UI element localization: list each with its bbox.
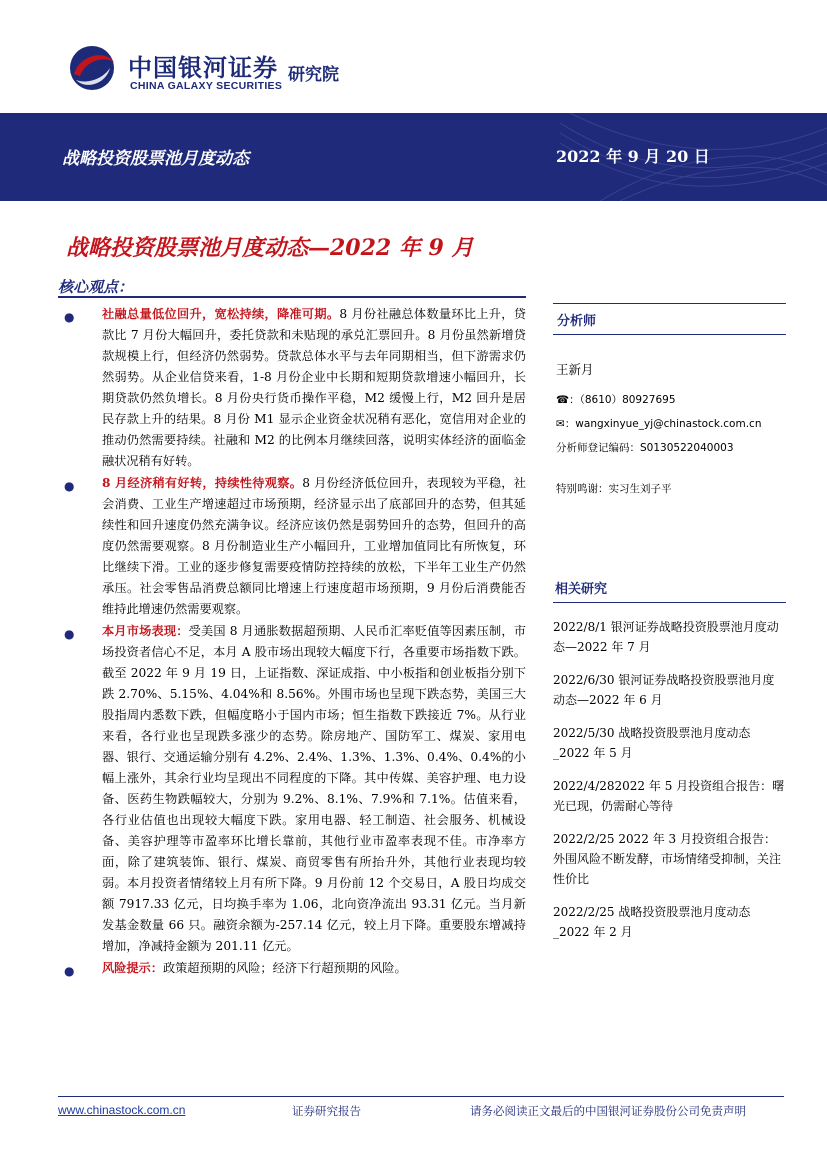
analyst-email: ✉：wangxinyue_yj@chinastock.com.cn: [556, 418, 762, 430]
footer-disclaimer: 请务必阅读正文最后的中国银河证券股份公司免责声明: [470, 1104, 746, 1118]
related-research-heading: 相关研究: [555, 582, 608, 597]
analyst-phone: ☎：（8610）80927695: [556, 394, 676, 406]
logo-english-name: CHINA GALAXY SECURITIES: [130, 80, 283, 92]
list-item: [58, 473, 526, 620]
related-research-item[interactable]: 2022/2/25 2022 年 3 月投资组合报告：外围风险不断发酵，市场情绪受抑制，关注性价比: [553, 832, 782, 886]
footer-divider: [58, 1096, 784, 1097]
analyst-section: [553, 303, 786, 496]
related-research-divider: [553, 602, 786, 603]
bullet-icon: ●: [64, 627, 75, 641]
logo-chinese-name: 中国银河证券: [128, 54, 278, 82]
banner-date: 2022 年 9 月 20 日: [556, 147, 710, 166]
related-research-section: [553, 578, 786, 955]
page-title: 战略投资股票池月度动态—2022 年 9 月: [66, 235, 474, 261]
bullet-text: 政策超预期的风险；经济下行超预期的风险。: [162, 961, 407, 975]
core-views-divider: [58, 296, 526, 298]
bullet-icon: ●: [64, 964, 75, 978]
galaxy-logo-icon: [66, 44, 118, 92]
footer-website-link[interactable]: www.chinastock.com.cn: [58, 1103, 186, 1117]
list-item: [58, 621, 526, 957]
list-item: [58, 304, 526, 472]
bullet-icon: ●: [64, 479, 75, 493]
related-research-item[interactable]: 2022/2/25 战略投资股票池月度动态_2022 年 2 月: [553, 905, 751, 939]
bullet-heading: 8 月经济稍有好转，持续性待观察。: [102, 476, 303, 490]
analyst-heading: 分析师: [557, 314, 597, 329]
bullet-heading: 本月市场表现：: [102, 624, 189, 638]
email-icon: ✉: [556, 418, 565, 430]
core-views-label: 核心观点：: [58, 278, 134, 296]
analyst-divider-bottom: [553, 334, 786, 335]
analyst-name: 王新月: [556, 362, 594, 377]
core-views-list: [58, 304, 526, 980]
footer-report-type: 证券研究报告: [292, 1104, 361, 1118]
bullet-text: 受美国 8 月通胀数据超预期、人民币汇率贬值等因素压制，市场投资者信心不足，本月 A 股市场出现较大幅度下行，各重要市场指数下跌。截至 2022 年 9 月 19 日，上证指数、深证成指、中小板指和创业板指分别下跌 2.70%、5.15%、4.04%和 8.56%。外围市场也呈现下跌态势，美国三大股指周内悉数下跌，但幅度略小于国内市场；恒生指数下跌接近 7%。从行业来看，各行业也呈现跌多涨少的态势。除房地产、国防军工、煤炭、家用电器、银行、交通运输分别有 4.2%、2.4%、1.3%、1.3%、0.4%、0.4%的小幅上涨外，其余行业均呈现出不同程度的下降。其中传媒、美容护理、电力设备、医药生物跌幅较大，分别为 9.2%、8.1%、7.9%和 7.1%。估值来看，各行业估值也出现较大幅度下跌。家用电器、轻工制造、社会服务、机械设备、美容护理等市盈率环比增长靠前，其他行业市盈率表现不佳。市净率方面，除了建筑装饰、银行、煤炭、商贸零售有所抬升外，其他行业表现均较弱。本月投资者情绪较上月有所下降。9 月份前 12 个交易日，A 股日均成交额 7917.33 亿元，日均换手率为 1.06，北向资净流出 93.31 亿元。当月新发基金数量 66 只。融资余额为-257.14 亿元，较上月下降。重要股东增减持增加，净减持金额为 201.11 亿元。: [102, 624, 526, 953]
bullet-icon: ●: [64, 310, 75, 324]
analyst-license: 分析师登记编码：S0130522040003: [556, 442, 734, 454]
bullet-heading: 风险提示：: [102, 961, 163, 975]
bullet-text: 8 月份经济低位回升，表现较为平稳，社会消费、工业生产增速超过市场预期，经济显示出了底部回升的态势，但其延续性和回升速度仍然充满争议。经济应该仍然是弱势回升的态势，但回升的高度仍然需要观察。8 月份制造业生产小幅回升，工业增加值同比有所恢复，环比继续下滑。工业的逐步修复需要疫情防控持续的放松，下半年工业生产仍然承压。社会零售品消费总额同比增速上行速度超市场预期，9 月份后消费能否维持此增速仍然需要观察。: [102, 476, 526, 616]
related-research-item[interactable]: 2022/4/282022 年 5 月投资组合报告：曙光已现，仍需耐心等待: [553, 779, 785, 813]
bullet-text: 8 月份社融总体数量环比上升，贷款比 7 月份大幅回升，委托贷款和未贴现的承兑汇票回升。8 月份虽然新增贷款规模上行，但经济仍然弱势。贷款总体水平与去年同期相当，但下游需求仍然弱势。从企业信贷来看，1-8 月份企业中长期和短期贷款增速小幅回升，长期贷款仍然负增长。8 月份央行货币操作平稳，M2 缓慢上行，M2 回升是居民存款上升的结果。8 月份 M1 显示企业资金状况稍有恶化，宽信用对企业的推动仍然需要持续。社融和 M2 的比例本月继续回落，说明实体经济的面临金融状况稍有好转。: [102, 307, 526, 468]
related-research-item[interactable]: 2022/8/1 银河证券战略投资股票池月度动态—2022 年 7 月: [553, 620, 779, 654]
related-research-item[interactable]: 2022/5/30 战略投资股票池月度动态_2022 年 5 月: [553, 726, 751, 760]
related-research-item[interactable]: 2022/6/30 银河证券战略投资股票池月度动态—2022 年 6 月: [553, 673, 775, 707]
banner-report-title: 战略投资股票池月度动态: [62, 149, 249, 169]
bullet-heading: 社融总量低位回升，宽松持续，降准可期。: [102, 307, 340, 321]
logo-institute: 研究院: [288, 65, 339, 85]
phone-icon: ☎: [556, 394, 570, 406]
special-thanks: 特别鸣谢：实习生刘子平: [556, 483, 672, 495]
list-item: [58, 958, 526, 979]
